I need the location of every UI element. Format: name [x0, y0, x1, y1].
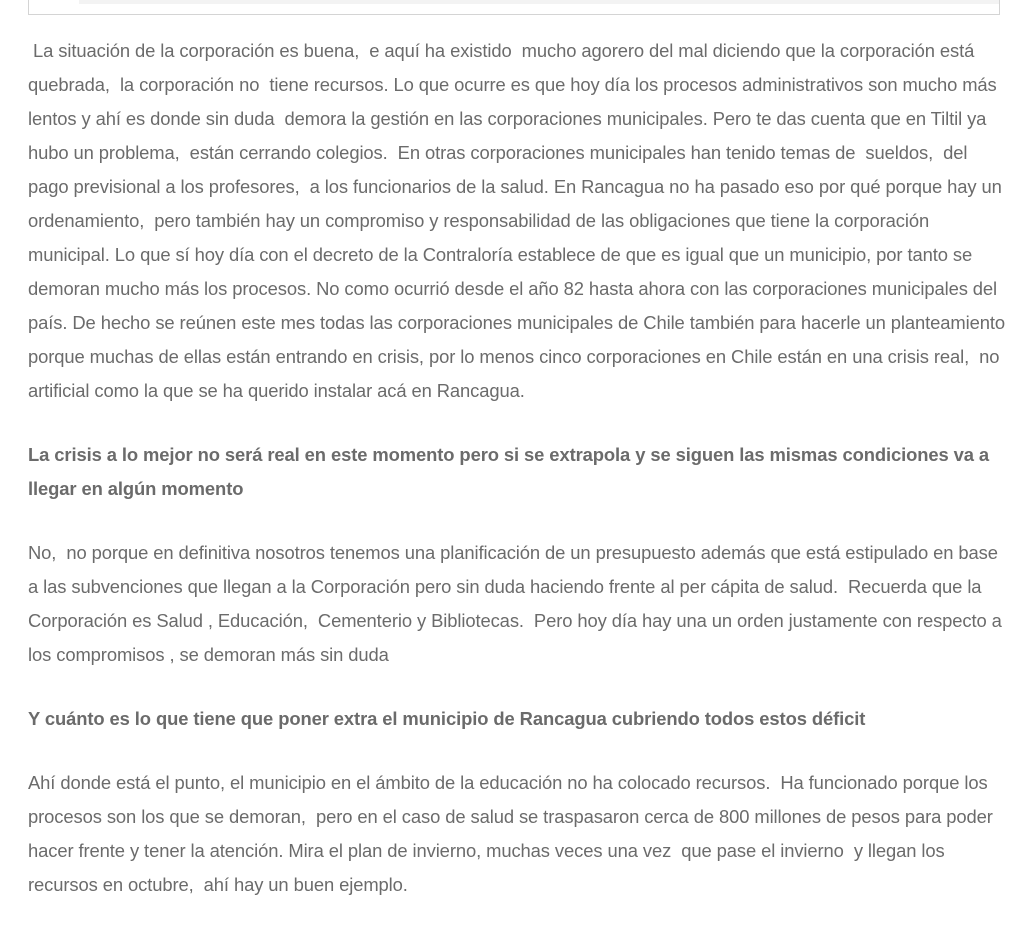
- question-paragraph-1: La crisis a lo mejor no será real en este momento pero si se extrapola y se siguen las mismas condiciones va a llegar en algún momento: [28, 444, 995, 499]
- paragraph-gap: [28, 408, 1008, 438]
- paragraph-gap: [28, 506, 1008, 536]
- answer-paragraph-1: La situación de la corporación es buena, e aquí ha existido mucho agorero del mal diciendo que la corporación está quebrada, la corporación no tiene recursos. Lo que ocurre es que hoy día los procesos administrativos son mucho más lentos y ahí es donde sin duda demora la gestión en las corporaciones municipales. Pero te das cuenta que en Tiltil ya hubo un problema, están cerrando colegios. En otras corporaciones municipales han tenido temas de sueldos, del pago previsional a los profesores, a los funcionarios de la salud. En Rancagua no ha pasado eso por qué porque hay un ordenamiento, pero también hay un compromiso y responsabilidad de las obligaciones que tiene la corporación municipal. Lo que sí hoy día con el decreto de la Contraloría establece de que es igual que un municipio, por tanto se demoran mucho más los procesos. No como ocurrió desde el año 82 hasta ahora con las corporaciones municipales del país. De hecho se reúnen este mes todas las corporaciones municipales de Chile también para hacerle un planteamiento porque muchas de ellas están entrando en crisis, por lo menos cinco corporaciones en Chile están en una crisis real, no artificial como la que se ha querido instalar acá en Rancagua.: [28, 40, 1010, 401]
- paragraph-gap: [28, 672, 1008, 702]
- top-embed-box: [28, 0, 1000, 15]
- question-paragraph-2: Y cuánto es lo que tiene que poner extra el municipio de Rancagua cubriendo todos estos déficit: [28, 708, 866, 729]
- answer-paragraph-2: No, no porque en definitiva nosotros tenemos una planificación de un presupuesto además que está estipulado en base a las subvenciones que llegan a la Corporación pero sin duda haciendo frente al per cápita de salud. Recuerda que la Corporación es Salud , Educación, Cementerio y Bibliotecas. Pero hoy día hay una un orden justamente con respecto a los compromisos , se demoran más sin duda: [28, 542, 1007, 665]
- paragraph-gap: [28, 736, 1008, 766]
- answer-paragraph-3: Ahí donde está el punto, el municipio en el ámbito de la educación no ha colocado recursos. Ha funcionado porque los procesos son los que se demoran, pero en el caso de salud se traspasaron cerca de 800 millones de pesos para poder hacer frente y tener la atención. Mira el plan de invierno, muchas veces una vez que pase el invierno y llegan los recursos en octubre, ahí hay un buen ejemplo.: [28, 772, 998, 895]
- article-body: [28, 34, 1008, 902]
